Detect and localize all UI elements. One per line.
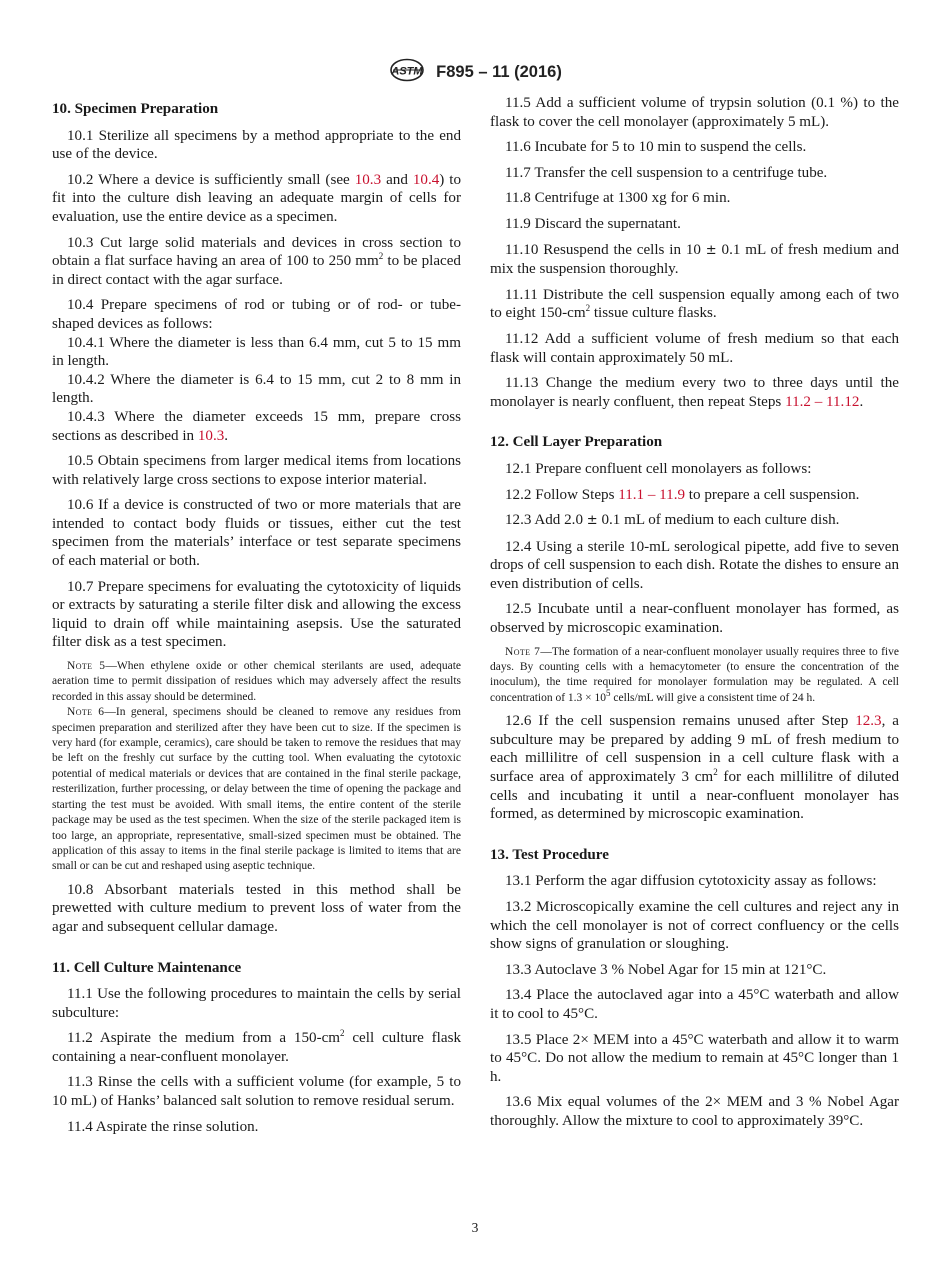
para-11-7: 11.7 Transfer the cell suspension to a centrifuge tube.: [505, 164, 828, 181]
ref-link-11-1-11-9[interactable]: 11.1 – 11.9: [618, 486, 686, 503]
para-12-4: 12.4 Using a sterile 10-mL serological pipette, add five to seven drops of cell suspension to each dish. Rotate the dishes to ensure an even distribution of cells.: [490, 538, 899, 592]
para-10-5: 10.5 Obtain specimens from larger medical items from locations with relatively large cross sections to expose interior material.: [52, 453, 461, 488]
para-10-7: 10.7 Prepare specimens for evaluating the cytotoxicity of liquids or extracts by saturating a sterile filter disk and allowing the excess liquid to drain off while maintaining asepsis. Use the saturated filter disk as a test specimen.: [52, 578, 461, 651]
para-13-5: 13.5 Place 2× MEM into a 45°C waterbath and allow it to warm to 45°C. Do not allow the medium to remain at 45°C longer than 1 h.: [490, 1031, 899, 1085]
para-10-4: 10.4 Prepare specimens of rod or tubing or of rod- or tube-shaped devices as follows:: [52, 297, 461, 332]
para-11-11: 11.11 Distribute the cell suspension equally among each of two to eight $150-cm^2$ tissue culture flasks.: [490, 286, 899, 322]
section-heading-12: 12. Cell Layer Preparation: [490, 434, 663, 451]
note-5: Note 5—When ethylene oxide or other chemical sterilants are used, adequate aeration time to permit dissipation of residues which may adversely affect the results recorded in this assay should be determined.: [52, 660, 461, 703]
para-11-9: 11.9 Discard the supernatant.: [505, 215, 681, 232]
para-11-1: 11.1 Use the following procedures to maintain the cells by serial subculture:: [52, 986, 461, 1021]
para-11-8: 11.8 Centrifuge at 1300 xg for 6 min.: [505, 190, 731, 207]
right-column: [490, 94, 899, 1138]
para-12-6: 12.6 If the cell suspension remains unused after Step 12.3, a subculture may be prepared by adding 9 mL of fresh medium to each millilitre of cell suspension in a cell culture flask with a surface area of approximately 3 $cm^2$ for each millilitre of diluted cells and incubating it until a near-confluent monolayer has formed, as determined by microscopic examination.: [490, 713, 899, 823]
astm-logo-icon: [388, 58, 426, 87]
left-column: [52, 94, 461, 1143]
para-12-2: 12.2 Follow Steps 11.1 – 11.9 to prepare a cell suspension.: [505, 486, 860, 503]
para-12-3: 12.3 Add 2.0 ± 0.1 mL of medium to each culture dish.: [505, 512, 840, 529]
ref-link-12-3[interactable]: 12.3: [855, 713, 882, 730]
para-12-5: 12.5 Incubate until a near-confluent monolayer has formed, as observed by microscopic examination.: [490, 601, 899, 637]
ref-link-11-2-11-12[interactable]: 11.2 – 11.12: [785, 393, 860, 410]
page-number: 3: [471, 1220, 479, 1235]
para-11-6: 11.6 Incubate for 5 to 10 min to suspend the cells.: [505, 139, 807, 156]
svg-text:ASTM: ASTM: [391, 65, 423, 78]
para-11-4: 11.4 Aspirate the rinse solution.: [67, 1118, 259, 1135]
para-11-13: 11.13 Change the medium every two to three days until the monolayer is nearly confluent, then repeat Steps 11.2 – 11.12.: [490, 375, 899, 410]
para-11-12: 11.12 Add a sufficient volume of fresh medium so that each flask will contain approximately 50 mL.: [490, 330, 899, 366]
ref-link-10-3[interactable]: 10.3: [354, 171, 382, 188]
ref-link-10-4[interactable]: 10.4: [412, 171, 440, 188]
para-11-5: 11.5 Add a sufficient volume of trypsin solution (0.1 %) to the flask to cover the cell monolayer (approximately 5 mL).: [490, 95, 899, 130]
para-13-3: 13.3 Autoclave 3 % Nobel Agar for 15 min at 121°C.: [505, 961, 827, 978]
ref-link-10-3[interactable]: 10.3: [197, 427, 225, 444]
para-10-4-2: 10.4.2 Where the diameter is 6.4 to 15 mm, cut 2 to 8 mm in length.: [52, 371, 461, 407]
para-13-1: 13.1 Perform the agar diffusion cytotoxicity assay as follows:: [505, 873, 877, 890]
note-7: Note 7—The formation of a near-confluent monolayer usually requires three to five days. By counting cells with a hemacytometer (to ensure the concentration of the inoculum), the time required for monolayer formulation may be regulated. A cell concentration of $1.3 \times 10^5$ cells/mL will give a consistent time of 24 h.: [490, 645, 899, 704]
para-13-2: 13.2 Microscopically examine the cell cultures and reject any in which the cell monolayer is not of correct confluency or the cells show signs of granulation or sloughing.: [490, 899, 899, 953]
para-10-3: 10.3 Cut large solid materials and devices in cross section to obtain a flat surface having an area of 100 to 250 $mm^2$ to be placed in direct contact with the agar surface.: [52, 234, 461, 288]
para-10-2: 10.2 Where a device is sufficiently small (see 10.3 and 10.4) to fit into the culture dish leaving an adequate margin of cells for evaluation, use the entire device as a specimen.: [52, 171, 462, 225]
para-10-8: 10.8 Absorbant materials tested in this method shall be prewetted with culture medium to prevent loss of water from the agar and subsequent cellular damage.: [52, 881, 461, 935]
section-heading-11: 11. Cell Culture Maintenance: [52, 959, 242, 976]
para-10-4-1: 10.4.1 Where the diameter is less than 6.4 mm, cut 5 to 15 mm in length.: [52, 334, 461, 370]
page-header: [0, 58, 950, 82]
section-heading-13: 13. Test Procedure: [490, 846, 609, 863]
document-number: F895 – 11 (2016): [436, 63, 562, 81]
para-12-1: 12.1 Prepare confluent cell monolayers as follows:: [505, 460, 812, 477]
section-heading-10: 10. Specimen Preparation: [52, 101, 219, 117]
para-13-4: 13.4 Place the autoclaved agar into a 45°C waterbath and allow it to cool to 45°C.: [490, 987, 899, 1022]
para-13-6: 13.6 Mix equal volumes of the 2× MEM and 3 % Nobel Agar thoroughly. Allow the mixture to cool to approximately 39°C.: [490, 1094, 899, 1129]
para-11-2: 11.2 Aspirate the medium from a $150-cm^2$ cell culture flask containing a near-confluent monolayer.: [52, 1028, 461, 1065]
para-11-10: 11.10 Resuspend the cells in 10 ± 0.1 mL of fresh medium and mix the suspension thoroughly.: [490, 241, 899, 278]
para-10-4-3: 10.4.3 Where the diameter exceeds 15 mm, prepare cross sections as described in 10.3.: [52, 408, 461, 444]
note-6: Note 6—In general, specimens should be cleaned to remove any residues from specimen preparation and sterilized after they have been cut to size. If the specimen is very hard (for example, ceramics), care should be taken to remove the residues that may be left on the freshly cut surface by the cutting tool. When evaluating the cytotoxic potential of medical materials or devices that are contained in the final sterile package, resterilization, further processing, or delay between the time of opening the package and starting the test must be avoided. With small items, the entire content of the sterile package may be used as the test specimen. When the size of the sterile packaged item is too large, an appropriate, representative, small-sized specimen must be obtained. The application of this assay to items in the final sterile package is limited to items that are small or can be cut and reshaped using aseptic technique.: [52, 706, 461, 873]
para-10-1: 10.1 Sterilize all specimens by a method appropriate to the end use of the device.: [52, 127, 461, 163]
para-10-6: 10.6 If a device is constructed of two or more materials that are intended to contact body fluids or tissues, either cut the test specimen from the materials’ interface or test separate specimens of each material or both.: [52, 497, 461, 570]
para-11-3: 11.3 Rinse the cells with a sufficient volume (for example, 5 to 10 mL) of Hanks’ balanced salt solution to remove residual serum.: [52, 1074, 461, 1110]
